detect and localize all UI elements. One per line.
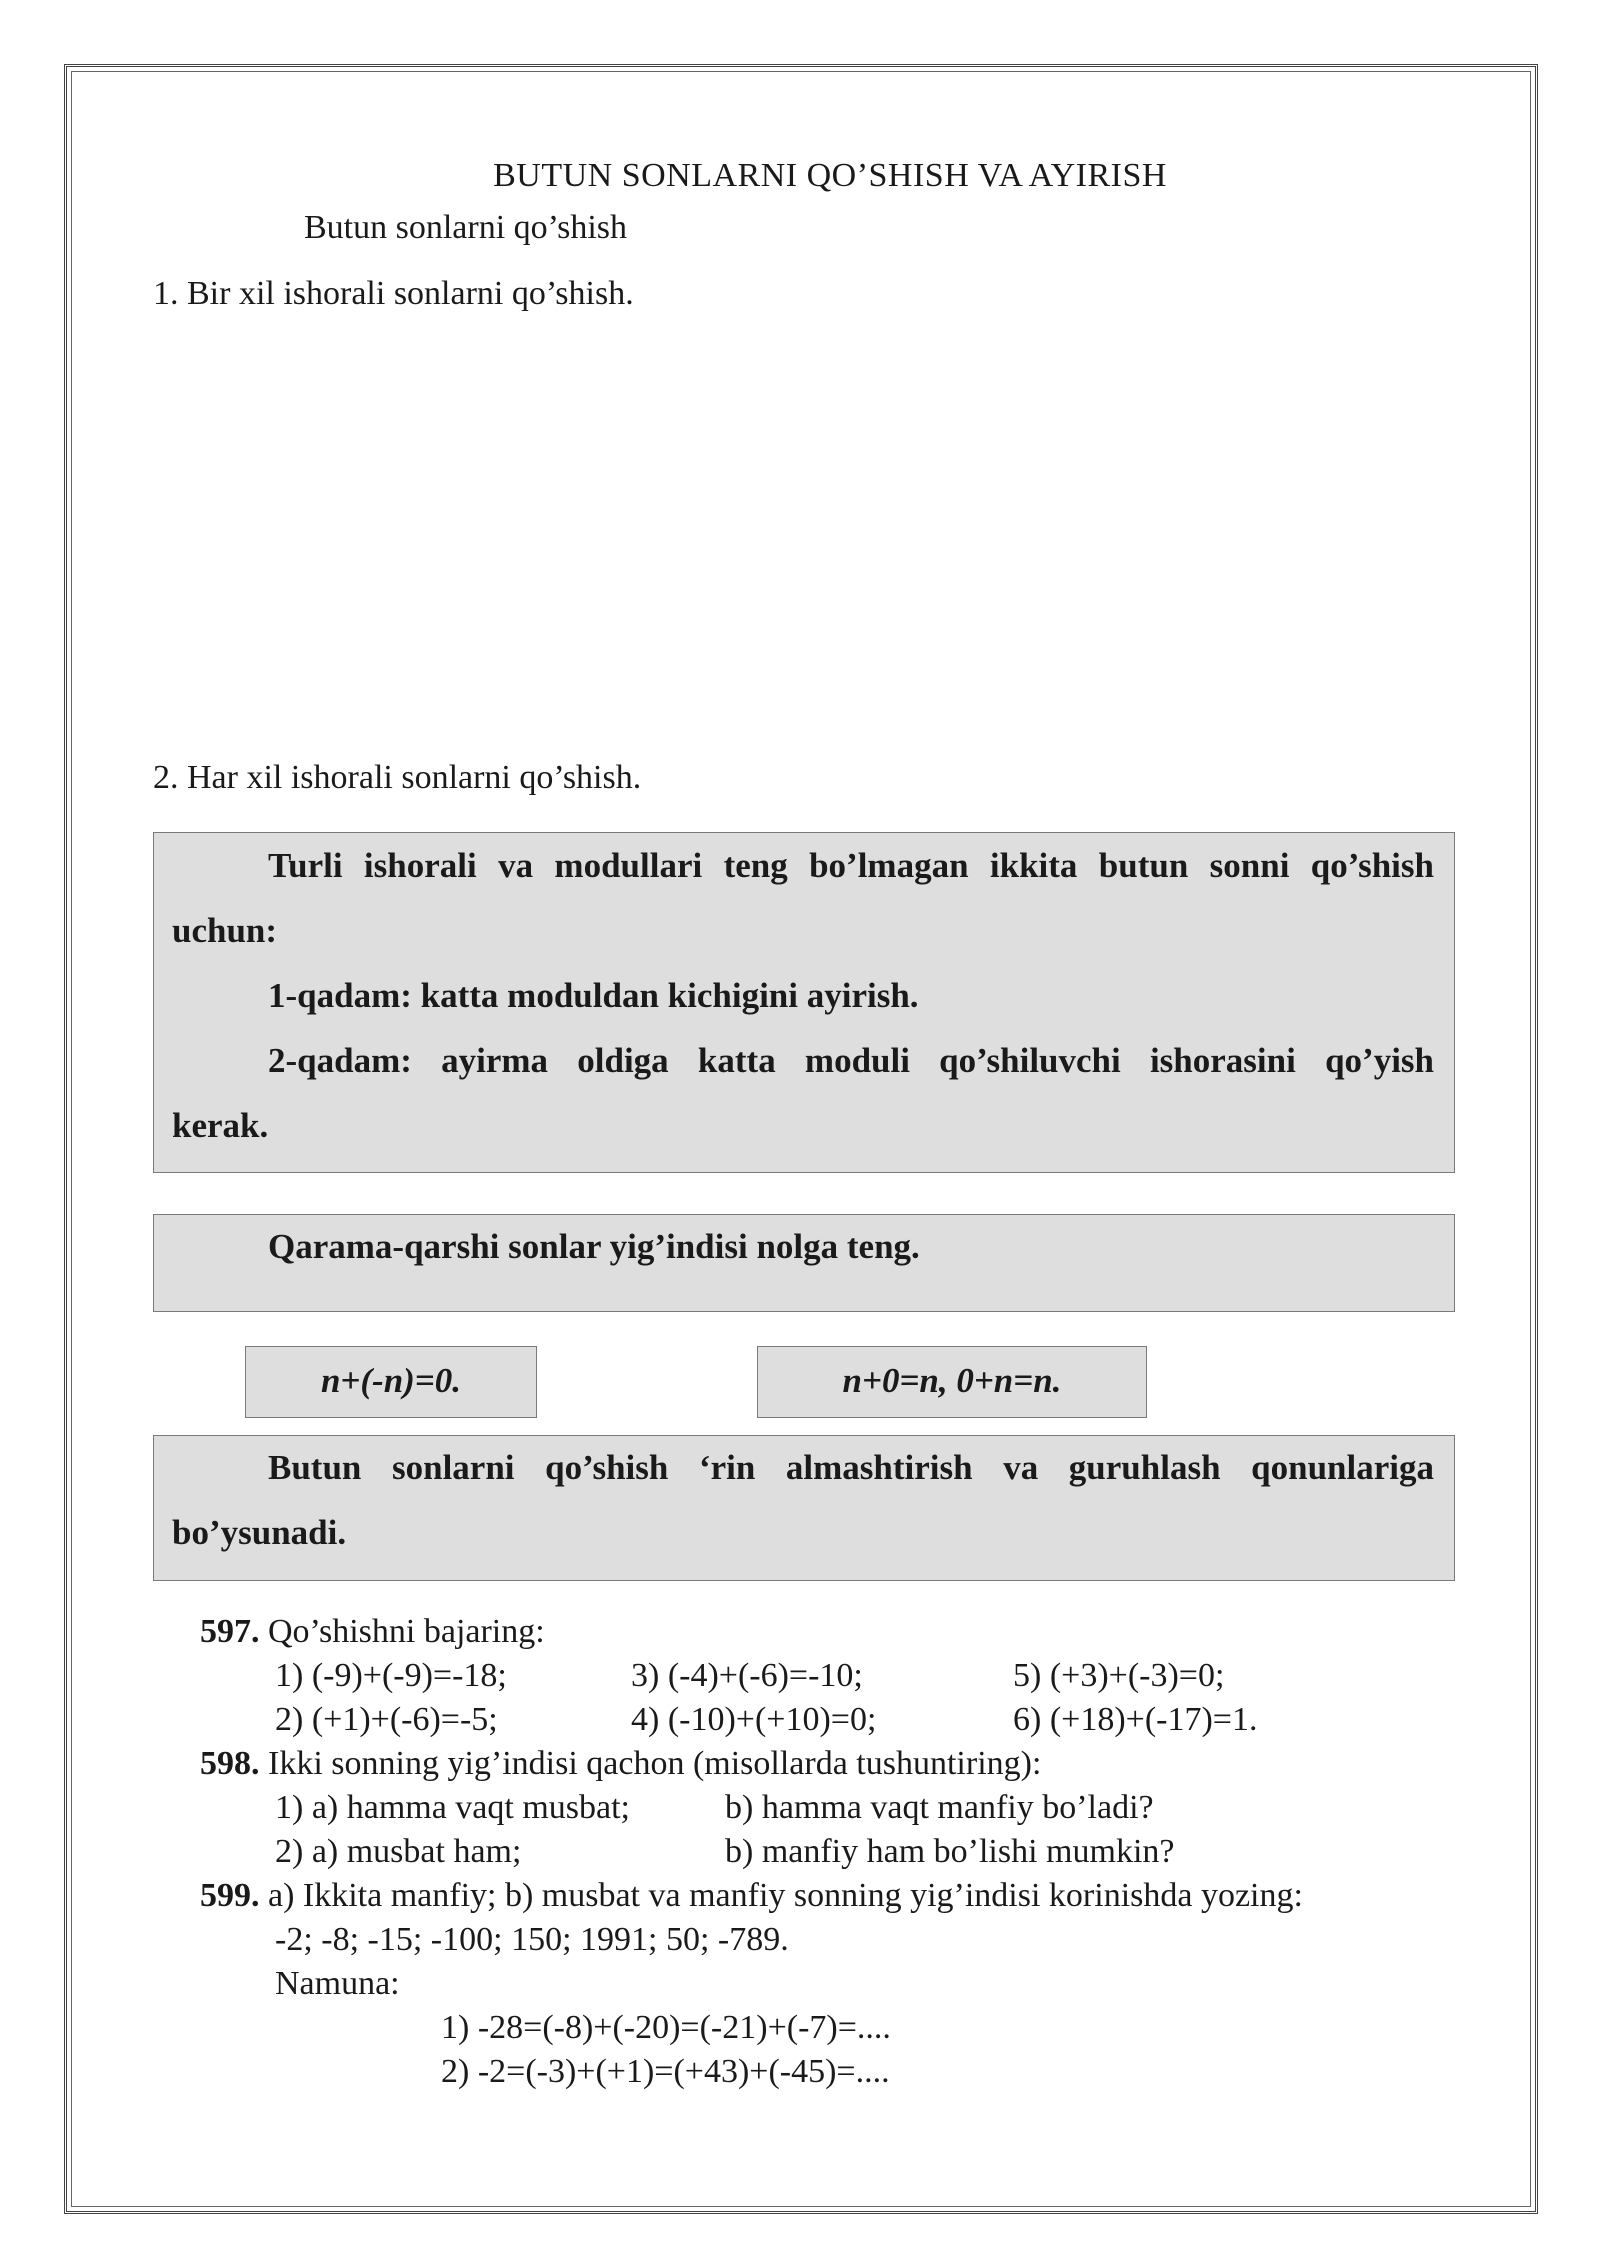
laws-line-2: bo’ysunadi.	[172, 1513, 347, 1552]
sample-label: Namuna:	[275, 1965, 400, 2002]
exercise-prompt: Qo’shishni bajaring:	[268, 1613, 545, 1650]
exercise-597-item: 3) (-4)+(-6)=-10;	[631, 1657, 863, 1694]
section-subtitle: Butun sonlarni qo’shish	[304, 209, 628, 246]
rule-step-1: 1-qadam: katta moduldan kichigini ayirish.	[268, 976, 919, 1015]
laws-box	[153, 1435, 1455, 1581]
exercise-597-item: 5) (+3)+(-3)=0;	[1013, 1657, 1225, 1694]
exercise-597-item: 1) (-9)+(-9)=-18;	[275, 1657, 507, 1694]
sample-line-1: 1) -28=(-8)+(-20)=(-21)+(-7)=....	[441, 2009, 891, 2046]
exercise-prompt: Ikki sonning yig’indisi qachon (misollarda tushuntiring):	[268, 1745, 1042, 1782]
exercise-599-numbers: -2; -8; -15; -100; 150; 1991; 50; -789.	[275, 1921, 789, 1958]
rule-line-5: kerak.	[172, 1106, 269, 1145]
point-1-heading: 1. Bir xil ishorali sonlarni qo’shish.	[153, 275, 634, 312]
rule-box	[153, 832, 1455, 1173]
exercise-number: 598.	[200, 1745, 260, 1782]
rule-line-2: uchun:	[172, 911, 278, 950]
opposite-numbers-text: Qarama-qarshi sonlar yig’indisi nolga teng.	[268, 1227, 920, 1266]
exercise-598-item: 1) a) hamma vaqt musbat;	[275, 1789, 631, 1826]
exercise-598-item: 2) a) musbat ham;	[275, 1833, 522, 1870]
rule-line-1: Turli ishorali va modullari teng bo’lmagan ikkita butun sonni qo’shish	[268, 846, 1434, 885]
exercise-number: 599.	[200, 1877, 260, 1914]
formula-zero-identity: n+0=n, 0+n=n.	[757, 1346, 1147, 1418]
laws-line-1: Butun sonlarni qo’shish ‘rin almashtirish va guruhlash qonunlariga	[268, 1448, 1434, 1487]
exercise-597-item: 2) (+1)+(-6)=-5;	[275, 1701, 498, 1738]
rule-step-2: 2-qadam: ayirma oldiga katta moduli qo’shiluvchi ishorasini qo’yish	[268, 1041, 1434, 1080]
exercise-599-heading	[200, 1876, 1303, 1916]
exercise-597-heading	[200, 1612, 545, 1652]
exercise-597-item: 4) (-10)+(+10)=0;	[631, 1701, 877, 1738]
exercise-598-item: b) manfiy ham bo’lishi mumkin?	[725, 1833, 1175, 1870]
point-2-heading: 2. Har xil ishorali sonlarni qo’shish.	[153, 759, 642, 796]
exercise-598-item: b) hamma vaqt manfiy bo’ladi?	[725, 1789, 1154, 1826]
exercise-597-item: 6) (+18)+(-17)=1.	[1013, 1701, 1258, 1738]
sample-line-2: 2) -2=(-3)+(+1)=(+43)+(-45)=....	[441, 2053, 890, 2090]
exercise-number: 597.	[200, 1613, 260, 1650]
exercise-prompt: a) Ikkita manfiy; b) musbat va manfiy sonning yig’indisi korinishda yozing:	[268, 1877, 1303, 1914]
exercise-598-heading	[200, 1744, 1041, 1784]
opposite-numbers-box	[153, 1214, 1455, 1312]
page-title: BUTUN SONLARNI QO’SHISH VA AYIRISH	[493, 157, 1167, 194]
formula-opposite-sum: n+(-n)=0.	[245, 1346, 537, 1418]
